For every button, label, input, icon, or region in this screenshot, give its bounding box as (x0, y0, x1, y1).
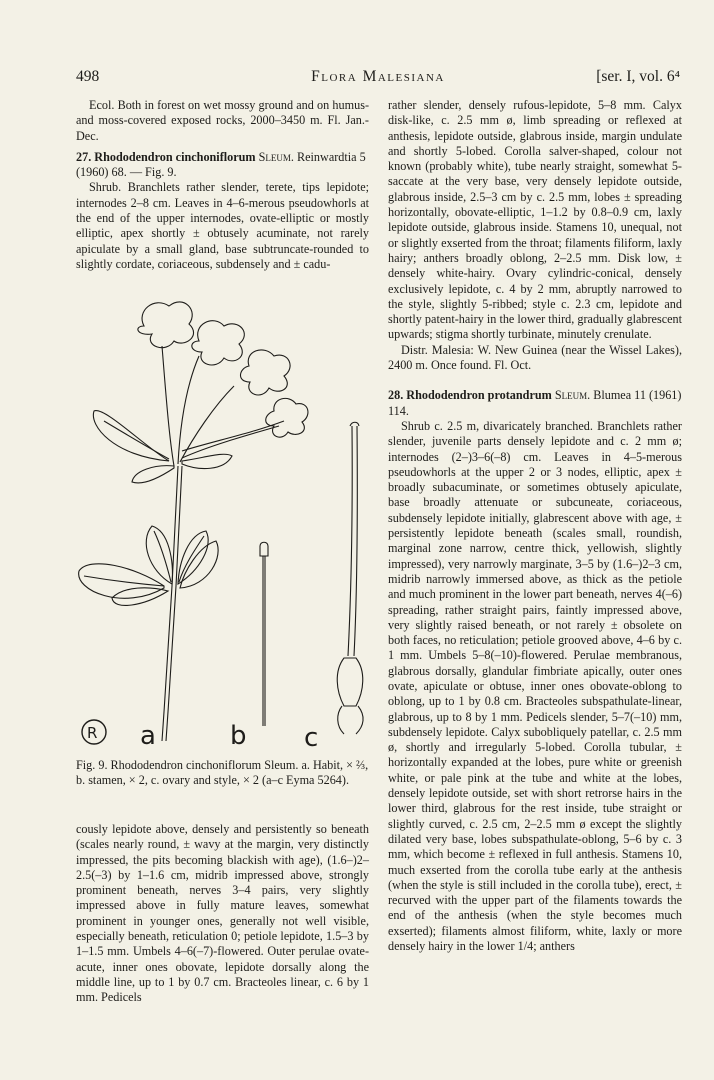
figure-caption: Fig. 9. Rhododendron cinchoniflorum Sleum. a. Habit, × ⅔, b. stamen, × 2, c. ovary and style, × 2 (a–c Eyma 5264). (76, 758, 369, 788)
left-column-top (76, 98, 369, 272)
species-27-flower-description: rather slender, densely rufous-lepidote, 5–8 mm. Calyx disk-like, c. 2.5 mm ø, limb spreading or reflexed at anthesis, lepidote outside, glabrous inside, margin undulate and shortly 5-lobed. Corolla salver-shaped, colour not known (probably white), tube nearly straight, somewhat 5-saccate at the very base, very densely lepidote outside, glabrous inside, 2.5–3 cm by c. 2.5 mm, lobes ± spreading horizontally, obovate-elliptic, 1–1.2 by 0.8–0.9 cm, laxly lepidote outside, glabrous inside. Stamens 10, unequal, not or slightly exserted from the throat; filaments filiform, laxly hairy; anthers broadly oblong, 2–2.5 mm. Disk low, ± densely white-hairy. Ovary cylindric-conical, densely exclusively lepidote, c. 4 by 2 mm, abruptly narrowed to the style, slightly 5-ribbed; style c. 2.3 cm, lepidote and shortly patent-hairy in the lower third, gradually glabrescent upwards; stigma shortly turbinate, minutely crenulate. (388, 98, 682, 342)
species-27-heading (76, 150, 369, 181)
page-header (76, 68, 680, 88)
ecology-paragraph: Ecol. Both in forest on wet mossy ground and on humus- and moss-covered exposed rocks, 2000–3450 m. Fl. Jan.-Dec. (76, 98, 369, 143)
species-27-name: 27. Rhododendron cinchoniflorum (76, 149, 256, 164)
species-27-author: Sleum. (258, 149, 294, 164)
svg-text:R: R (87, 724, 98, 742)
page-number: 498 (76, 68, 100, 85)
species-28-heading (388, 388, 682, 419)
species-27-reference: Reinwardtia 5 (1960) 68. — Fig. 9. (76, 149, 366, 180)
running-title: Flora Malesiana (311, 68, 445, 85)
species-27-description: Shrub. Branchlets rather slender, terete, tips lepidote; internodes 2–8 cm. Leaves in 4–6-merous pseudowhorls at the end of the upper internodes, ovate-elliptic or mostly elliptic, apex shortly ± obtusely acuminate, not rarely apiculate by a small gland, base subtruncate-rounded to slightly cordate, coriaceous, subdensely and ± cadu- (76, 180, 369, 271)
botanical-drawing (74, 286, 374, 756)
species-28-author: Sleum. (554, 388, 591, 403)
left-column-bottom (76, 822, 369, 1006)
species-28-reference: Blumea 11 (1961) 114. (388, 388, 682, 418)
artist-emblem-icon (82, 720, 106, 744)
species-27-description-continued: cously lepidote above, densely and persistently so beneath (scales nearly round, ± wavy at the margin, very distinctly impressed, the pits becoming blackish with age), (1.6–)2–2.5(–3) by 1–1.6 cm, midrib impressed above, strongly prominent beneath, nerves 3–4 pairs, very slightly impressed above in fully mature leaves, somewhat prominent in younger ones, generally not well visible, especially beneath, reticulation 0; petiole lepidote, 1.5–3 by 1–1.5 mm. Umbels 4–6(–7)-flowered. Outer perulae ovate-acute, inner ones obovate, lepidote dorsally along the middle line, up to 1 by 0.7 cm. Bracteoles linear, c. 6 by 1 mm. Pedicels (76, 822, 369, 1005)
figure-label-a: a (140, 721, 156, 751)
figure-9-illustration (74, 286, 374, 756)
species-28-description: Shrub c. 2.5 m, divaricately branched. Branchlets rather slender, juvenile parts densely lepidote and c. 2 mm ø; internodes (2–)3–6(–8) cm. Leaves in 4–5-merous pseudowhorls at the upper 2 or 3 nodes, elliptic, apex ± broadly subacuminate, or sometimes obtusely apiculate, base broadly attenuate or subcuneate, coriaceous, subdensely lepidote initially, glabrescent above with age, ± persistently lepidote beneath (scales small, roundish, marginal zone narrow, centre thick, yellowish, slightly impressed), very narrowly marginate, 3–5 by (1.6–)2–3 cm, midrib narrowly immersed above, as thick as the petiole and much prominent in the lower part beneath, nerves 4(–6) spreading, rather straight pairs, faintly impressed above, very slightly raised beneath, or not rarely ± obsolete on both faces, no reticulation; petiole grooved above, 4–6 by c. 1 mm. Umbels 5–8(–10)-flowered. Perulae membranous, glabrous dorsally, glandular fimbriate apically, outer ones ovate, apiculate or obtuse, inner ones obovate-oblong to oblong, up to 1 by 0.8 cm. Bracteoles subspathulate-linear, glabrous, up to 8 by 1 mm. Pedicels slender, 5–7(–10) mm, subdensely lepidote. Calyx subobliquely patellar, c. 2.5 mm ø, shortly and irregularly 5-lobed. Corolla tubular, ± horizontally expanded at the lobes, pure white or greenish white, or pale pink at the tube and white at the lobes, densely lepidote outside, set with short retrorse hairs in the lower third, glabrous for the rest inside, tube straight or slightly curved, c. 2.5 cm, 2–2.5 mm ø except the slightly dilated very base, lobes subspathulate-oblong, 5–6 by c. 3 mm, which become ± reflexed in full anthesis. Stamens 10, much exserted from the corolla tube early at the anthesis (when the style is still included in the corolla tube), erect, ± recurved with the upper part of the filaments towards the end of the anthesis (when the style becomes much exserted); filaments almost filiform, white, laxly or more densely hairy in the lower 1/4; anthers (388, 418, 682, 954)
right-column (388, 98, 682, 954)
figure-label-c: c (304, 723, 319, 753)
species-28-name: 28. Rhododendron protandrum (388, 388, 552, 403)
figure-label-b: b (230, 721, 247, 751)
distribution-paragraph: Distr. Malesia: W. New Guinea (near the Wissel Lakes), 2400 m. Once found. Fl. Oct. (388, 342, 682, 373)
series-volume: [ser. I, vol. 6⁴ (596, 68, 680, 85)
